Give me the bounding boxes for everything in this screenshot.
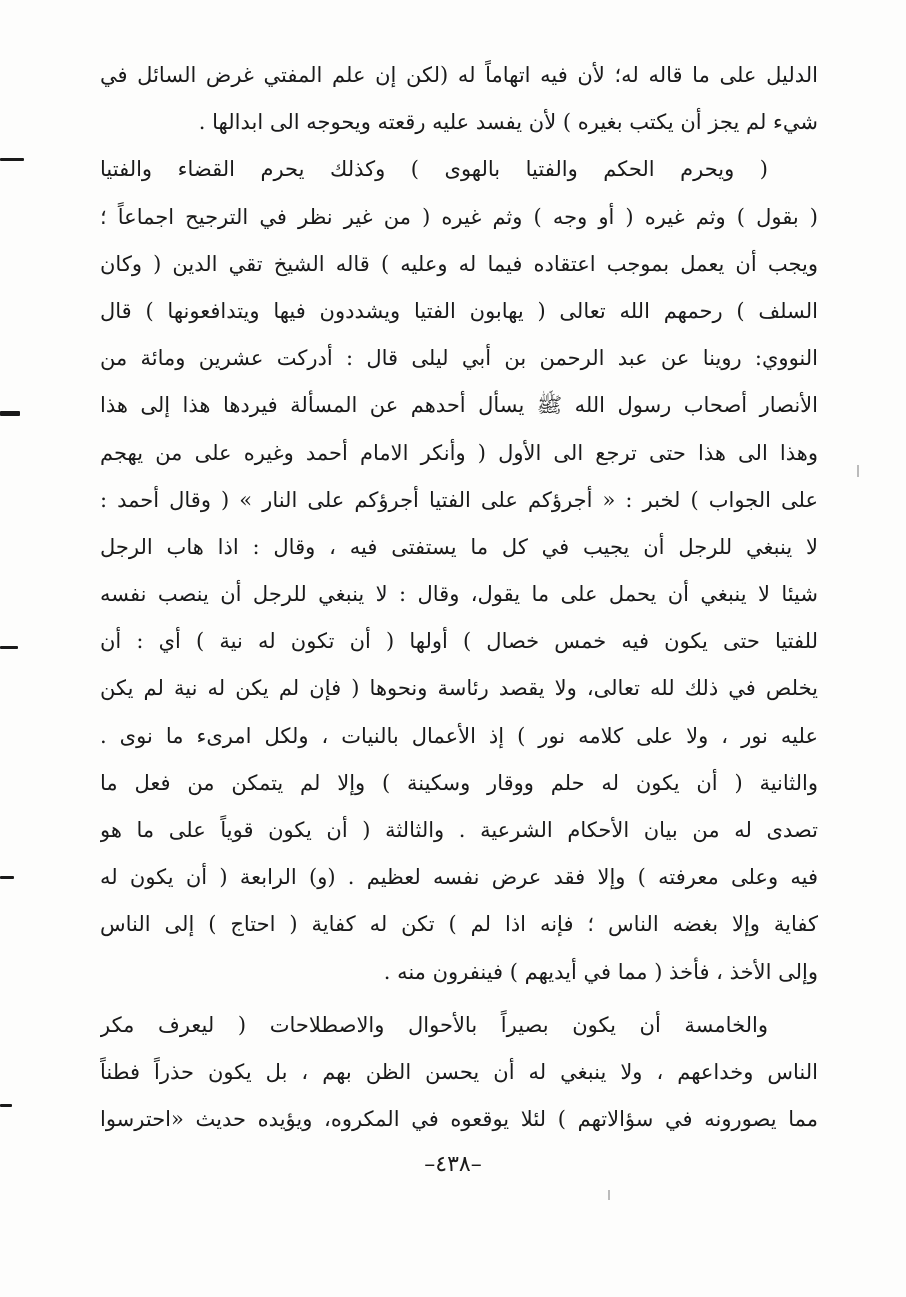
margin-mark [0, 411, 20, 416]
scan-speck [608, 1190, 610, 1200]
margin-mark [0, 158, 24, 161]
text-line: على الجواب ) لخبر : « أجرؤكم على الفتيا أجرؤكم على النار » ( وقال أحمد : [100, 487, 818, 512]
margin-mark [0, 646, 18, 649]
text-line: يخلص في ذلك لله تعالى، ولا يقصد رئاسة ونحوها ( فإن لم يكن له نية لم يكن [100, 676, 818, 701]
text-line: تصدى له من بيان الأحكام الشرعية . والثالثة ( أن يكون قوياً على ما هو [100, 818, 818, 842]
text-line: ويجب أن يعمل بموجب اعتقاده فيما له وعليه ) قاله الشيخ تقي الدين ( وكان [100, 251, 818, 276]
body-text [100, 52, 818, 1143]
text-line: مما يصورونه في سؤالاتهم ) لئلا يوقعوه في المكروه، ويؤيده حديث «احترسوا [100, 1107, 818, 1132]
text-line: السلف ) رحمهم الله تعالى ( يهابون الفتيا ويشددون فيها ويتدافعونها ) قال [100, 298, 818, 323]
text-line: الأنصار أصحاب رسول الله ﷺ يسأل أحدهم عن المسألة فيردها هذا إلى هذا [100, 393, 818, 418]
text-line: للفتيا حتى يكون فيه خمس خصال ) أولها ( أن تكون له نية ) أي : أن [100, 629, 818, 654]
text-line: وإلى الأخذ ، فأخذ ( مما في أيديهم ) فينفرون منه . [383, 959, 818, 984]
text-line: كفاية وإلا بغضه الناس ؛ فإنه اذا لم ) تكن له كفاية ( احتاج ) إلى الناس [100, 912, 818, 937]
text-line: لا ينبغي للرجل أن يجيب في كل ما يستفتى فيه ، وقال : اذا هاب الرجل [100, 534, 818, 559]
text-line: والثانية ( أن يكون له حلم ووقار وسكينة ) وإلا لم يتمكن من فعل ما [100, 770, 818, 795]
text-line: شيء لم يجز أن يكتب بغيره ) لأن يفسد عليه رقعته ويحوجه الى ابدالها . [198, 110, 818, 135]
text-line: شيئا لا ينبغي أن يحمل على ما يقول، وقال : لا ينبغي للرجل أن ينصب نفسه [100, 582, 818, 607]
page-number: –٤٣٨– [424, 1152, 482, 1177]
scan-speck [857, 465, 859, 477]
text-line: عليه نور ، ولا على كلامه نور ) إذ الأعمال بالنيات ، ولكل امرىء ما نوى . [100, 723, 818, 748]
text-line: ( بقول ) وثم غيره ( أو وجه ) وثم غيره ( من غير نظر في الترجيح اجماعاً ؛ [100, 204, 818, 229]
text-line: الدليل على ما قاله له؛ لأن فيه اتهاماً له (لكن إن علم المفتي غرض السائل في [100, 63, 818, 87]
text-line: الناس وخداعهم ، ولا ينبغي له أن يحسن الظن بهم ، بل يكون حذراً فطناً [100, 1059, 818, 1084]
margin-mark [0, 876, 14, 879]
text-line: فيه وعلى معرفته ) وإلا فقد عرض نفسه لعظيم . (و) الرابعة ( أن يكون له [100, 865, 818, 890]
text-line: ( ويحرم الحكم والفتيا بالهوى ) وكذلك يحرم القضاء والفتيا [100, 157, 768, 182]
margin-mark [0, 1104, 12, 1107]
text-line: النووي: روينا عن عبد الرحمن بن أبي ليلى قال : أدركت عشرين ومائة من [100, 346, 818, 371]
text-line: والخامسة أن يكون بصيراً بالأحوال والاصطلاحات ( ليعرف مكر [100, 1012, 768, 1037]
text-line: وهذا الى هذا حتى ترجع الى الأول ( وأنكر الامام أحمد وغيره على من يهجم [100, 440, 818, 465]
